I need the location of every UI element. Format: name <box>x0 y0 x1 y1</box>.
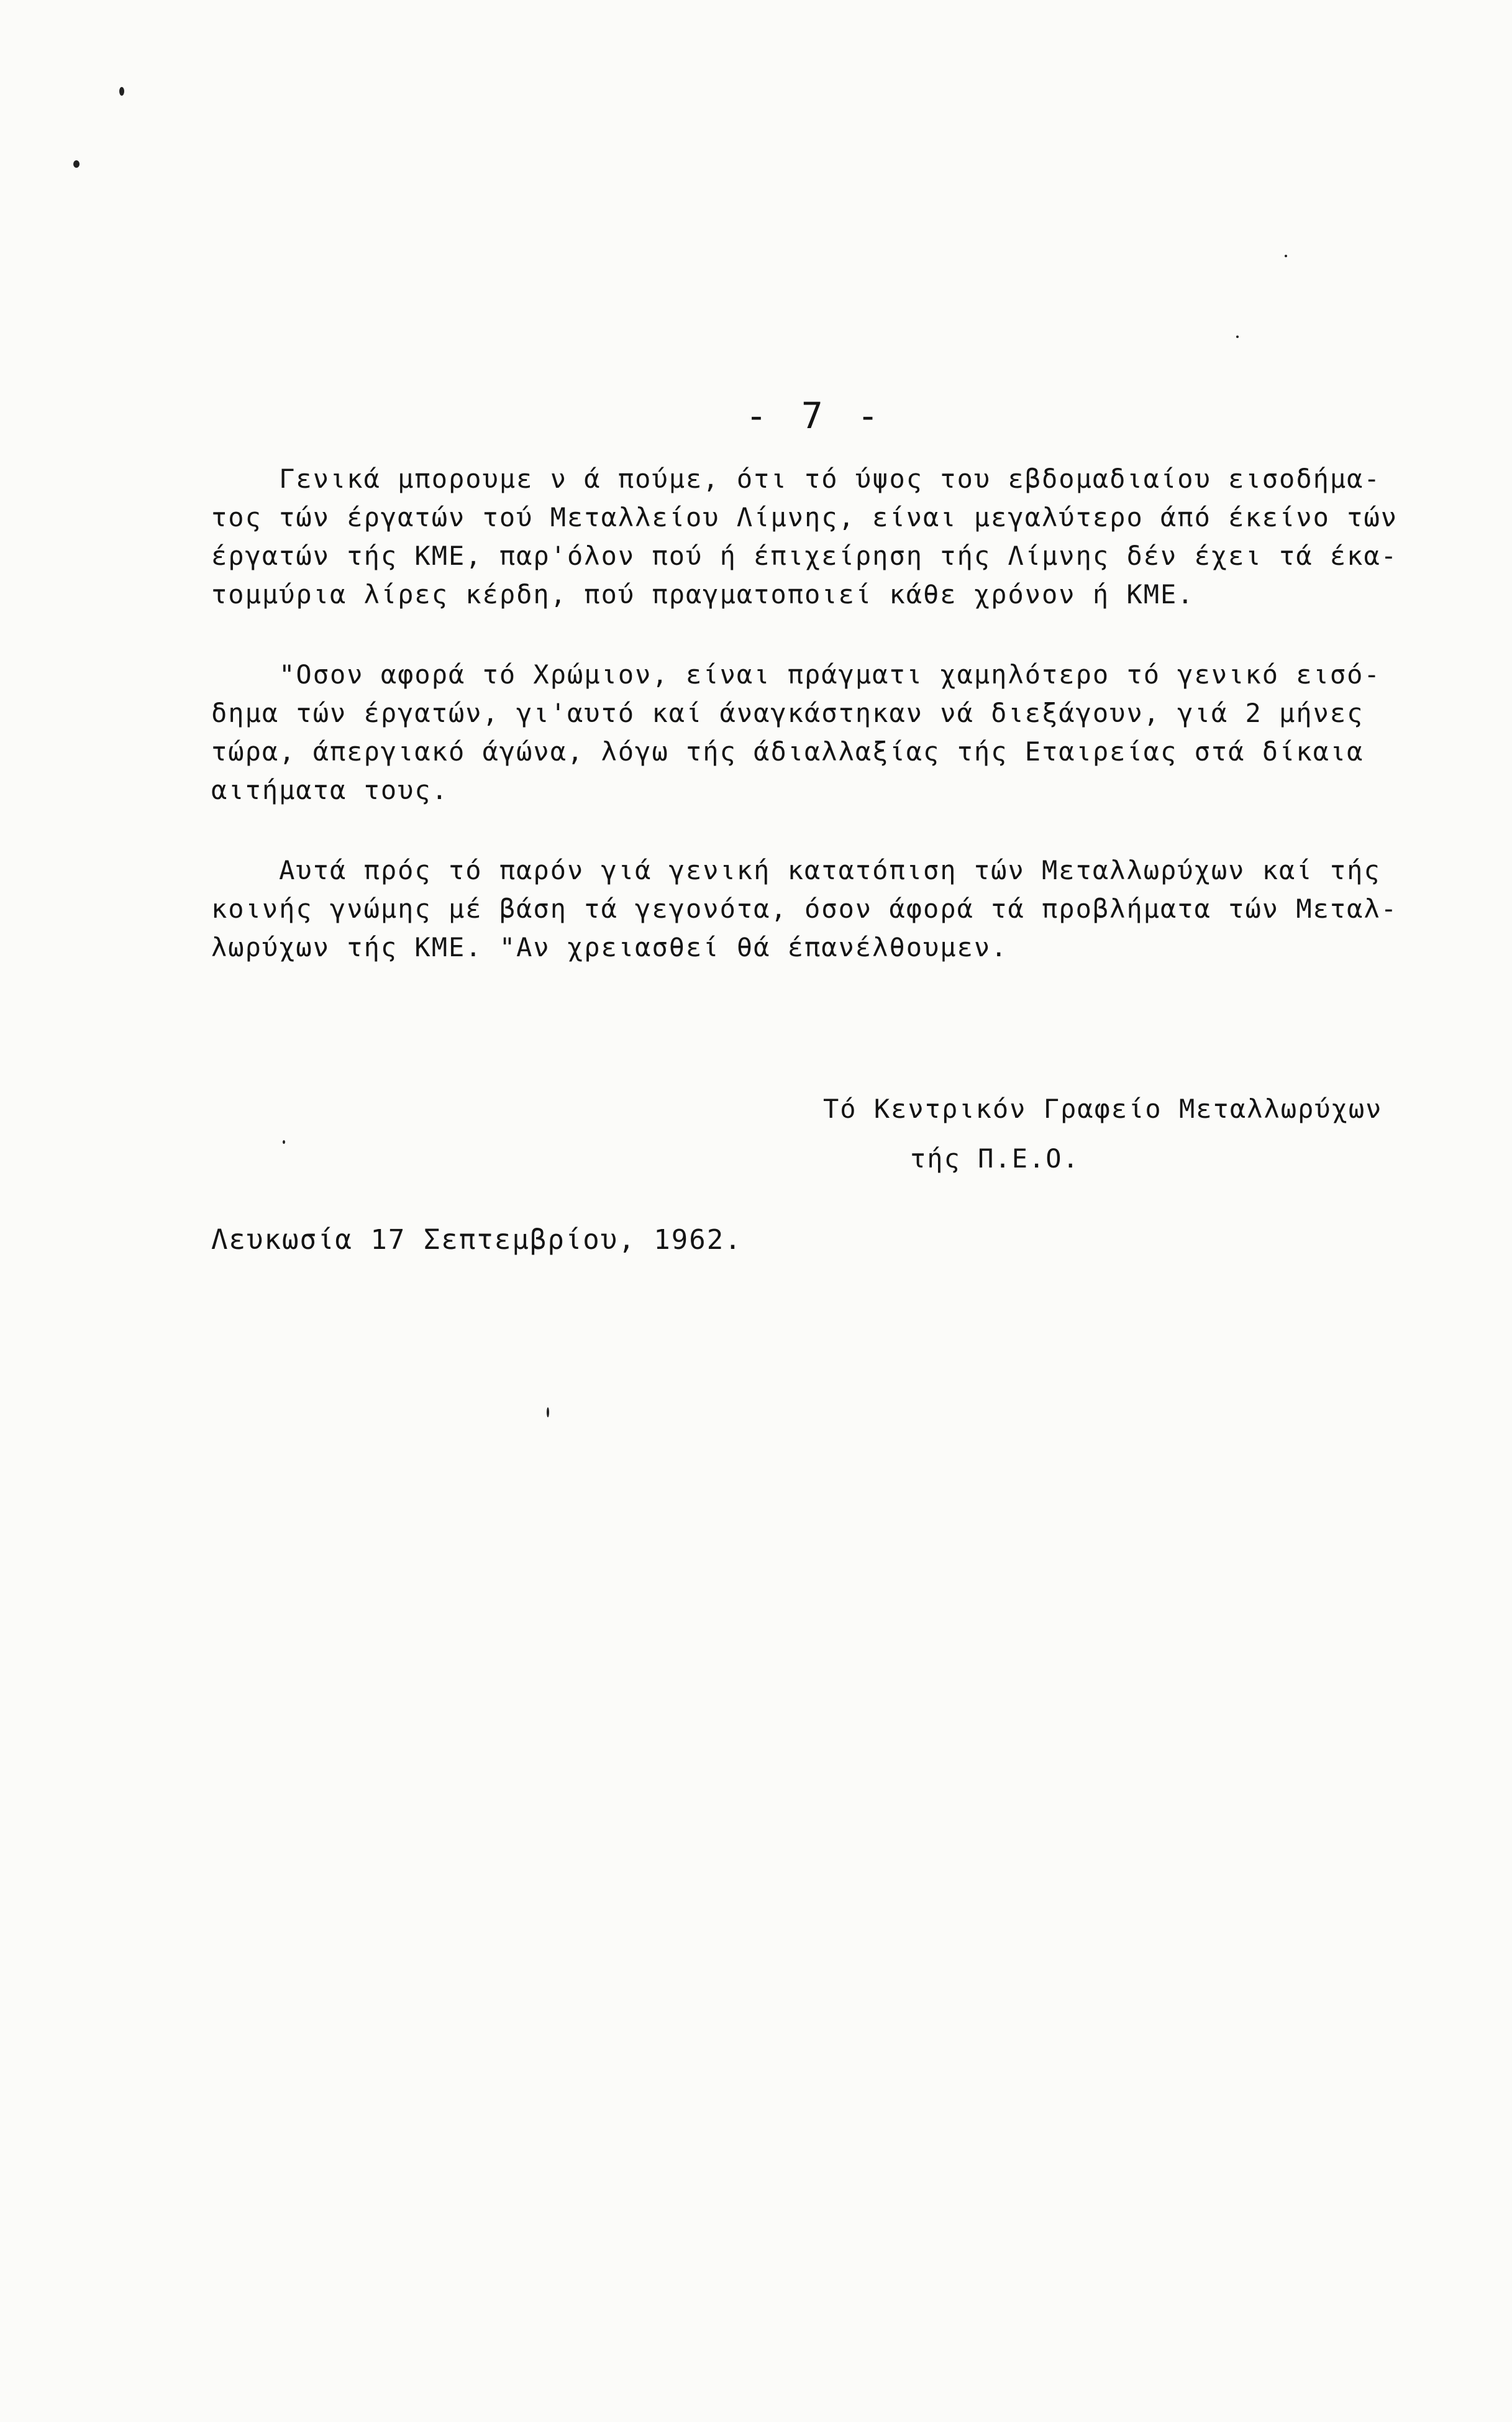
text-line: λωρύχων τής ΚΜΕ. "Αν χρειασθεί θά έπανέλθουμεν. <box>211 932 1008 962</box>
text-line: αιτήματα τους. <box>211 775 449 805</box>
signature-line-office: Τό Κεντρικόν Γραφείο Μεταλλωρύχων <box>823 1094 1383 1124</box>
text-line: "Οσον αφορά τό Χρώμιον, είναι πράγματι χαμηλότερο τό γενικό εισό- <box>211 659 1381 690</box>
text-line: δημα τών έργατών, γι'αυτό καί άναγκάστηκαν νά διεξάγουν, γιά 2 μήνες <box>211 698 1364 728</box>
scan-speck <box>1236 336 1239 338</box>
scan-speck <box>547 1407 549 1417</box>
scan-speck <box>1285 255 1287 257</box>
page-number: - 7 - <box>745 395 885 437</box>
paragraph-closing <box>211 851 1398 967</box>
signature-line-organization: τής Π.Ε.Ο. <box>910 1143 1080 1174</box>
paragraph-earnings-comparison <box>211 460 1398 614</box>
scan-speck <box>119 87 124 96</box>
paragraph-chromium-strike <box>211 656 1379 810</box>
text-line: τομμύρια λίρες κέρδη, πού πραγματοποιεί κάθε χρόνον ή ΚΜΕ. <box>211 579 1195 610</box>
text-line: κοινής γνώμης μέ βάση τά γεγονότα, όσον άφορά τά προβλήματα τών Μεταλ- <box>211 893 1398 924</box>
signature-block <box>823 1084 1382 1184</box>
text-line: έργατών τής ΚΜΕ, παρ'όλον πού ή έπιχείρηση τής Λίμνης δέν έχει τά έκα- <box>211 541 1398 571</box>
text-line: τώρα, άπεργιακό άγώνα, λόγω τής άδιαλλαξίας τής Εταιρείας στά δίκαια <box>211 736 1364 767</box>
text-line: τος τών έργατών τού Μεταλλείου Λίμνης, είναι μεγαλύτερο άπό έκείνο τών <box>211 502 1398 532</box>
scan-speck <box>73 160 80 168</box>
text-line: Γενικά μπορουμε ν ά πούμε, ότι τό ύψος του εβδομαδιαίου εισοδήμα- <box>211 464 1381 494</box>
text-line: Αυτά πρός τό παρόν γιά γενική κατατόπιση τών Μεταλλωρύχων καί τής <box>211 855 1381 885</box>
scan-speck <box>283 1140 285 1144</box>
place-and-date: Λευκωσία 17 Σεπτεμβρίου, 1962. <box>211 1224 742 1256</box>
